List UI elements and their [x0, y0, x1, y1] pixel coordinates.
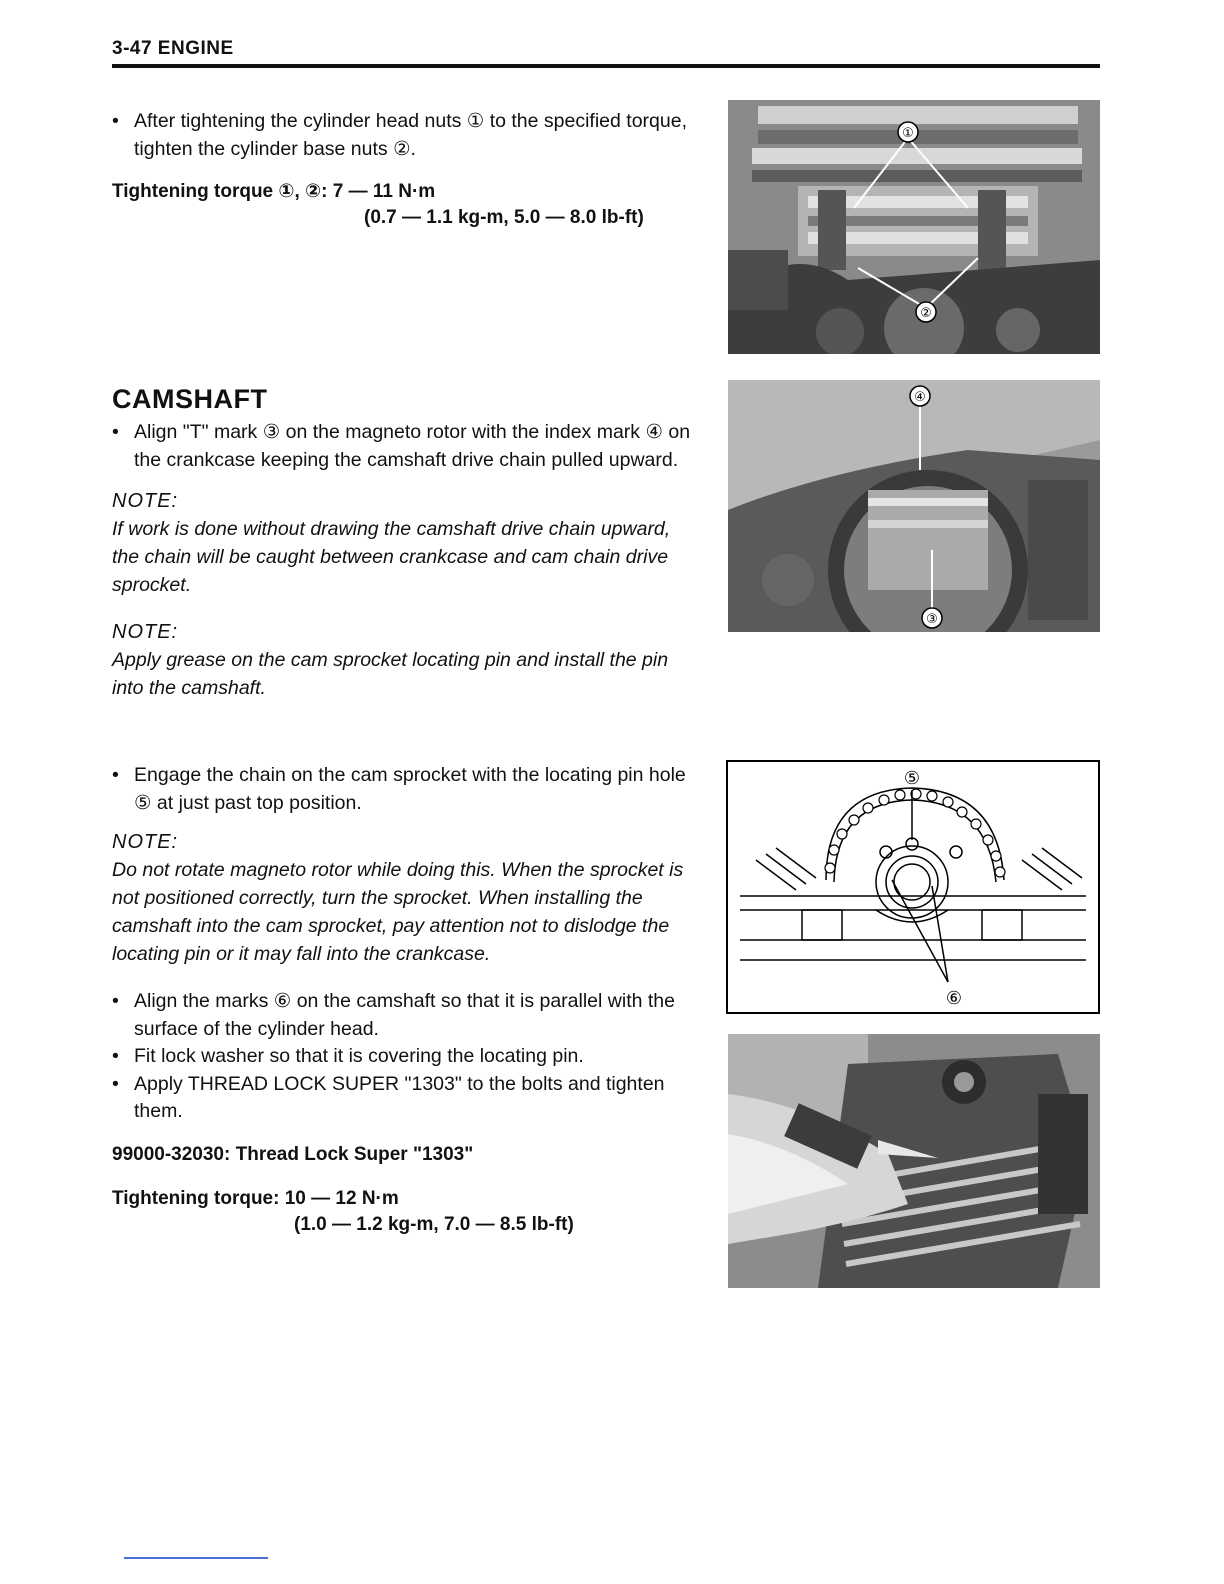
torque-spec-line1: Tightening torque ①, ②: 7 — 11 N·m — [112, 181, 436, 202]
torque-spec-line2: (1.0 — 1.2 kg-m, 7.0 — 8.5 lb-ft) — [294, 1213, 574, 1235]
bullet-item — [112, 988, 702, 1043]
note-body: Apply grease on the cam sprocket locating pin and install the pin into the camshaft. — [112, 649, 669, 699]
thread-lock-photo — [728, 1034, 1100, 1288]
header-rule — [112, 64, 1100, 68]
torque-spec — [112, 179, 702, 231]
bullet-dot: • — [112, 110, 119, 132]
note-body: If work is done without drawing the camshaft drive chain upward, the chain will be caught between crankcase and cam chain drive sprocket. — [112, 518, 671, 596]
torque-spec-line2: (0.7 — 1.1 kg-m, 5.0 — 8.0 lb-ft) — [364, 207, 644, 228]
bullet-text: Engage the chain on the cam sprocket with the locating pin hole ⑤ at just past top position. — [134, 764, 686, 814]
bullet-dot: • — [112, 1045, 119, 1067]
note-body: Do not rotate magneto rotor while doing this. When the sprocket is not positioned correctly, turn the sprocket. When installing the camshaft into the cam sprocket, pay attention not to dislodge the locating pin or it may fall into the crankcase. — [112, 859, 684, 965]
bullet-dot: • — [112, 421, 119, 443]
bullet-text: Fit lock washer so that it is covering the locating pin. — [134, 1045, 584, 1067]
sprocket-section — [112, 762, 702, 968]
cylinder-photo — [728, 100, 1100, 354]
torque-spec — [112, 1186, 702, 1238]
cam-sprocket-diagram — [726, 760, 1100, 1014]
bullet-item — [112, 108, 702, 163]
torque-spec-line1: Tightening torque: 10 — 12 N·m — [112, 1187, 399, 1209]
bullet-text: Apply THREAD LOCK SUPER "1303" to the bolts and tighten them. — [134, 1072, 665, 1122]
figure-callout: ② — [920, 306, 932, 321]
note-heading: NOTE: — [112, 621, 179, 643]
page-title: 3-47 ENGINE — [112, 38, 234, 59]
page-header — [112, 38, 1100, 60]
bullet-text: After tightening the cylinder head nuts ① to the specified torque, tighten the cylinder base nuts ②. — [134, 110, 687, 160]
bullet-text: Align "T" mark ③ on the magneto rotor with the index mark ④ on the crankcase keeping the camshaft drive chain pulled upward. — [134, 421, 691, 471]
figure-callout: ⑤ — [903, 768, 921, 789]
bullet-item — [112, 1071, 702, 1126]
figure-callout: ⑥ — [945, 988, 963, 1009]
magneto-rotor-photo — [728, 380, 1100, 632]
camshaft-section — [112, 384, 702, 702]
figure-callout: ③ — [926, 612, 938, 627]
part-number: 99000-32030: Thread Lock Super "1303" — [112, 1143, 474, 1165]
cylinder-nut-section — [112, 108, 702, 231]
bullet-text: Align the marks ⑥ on the camshaft so that it is parallel with the surface of the cylinder head. — [134, 990, 675, 1040]
figure-callout: ① — [902, 126, 914, 141]
bullet-item — [112, 762, 702, 817]
bullet-dot: • — [112, 764, 119, 786]
footer-rule — [124, 1557, 268, 1559]
section-title: CAMSHAFT — [112, 384, 268, 414]
bullet-item — [112, 419, 702, 474]
note-heading: NOTE: — [112, 490, 179, 512]
note-heading: NOTE: — [112, 831, 179, 853]
bullet-dot: • — [112, 990, 119, 1012]
figure-callout: ④ — [914, 390, 926, 405]
bullet-dot: • — [112, 1072, 119, 1095]
camshaft-alignment-section — [112, 988, 702, 1238]
bullet-item — [112, 1043, 702, 1071]
